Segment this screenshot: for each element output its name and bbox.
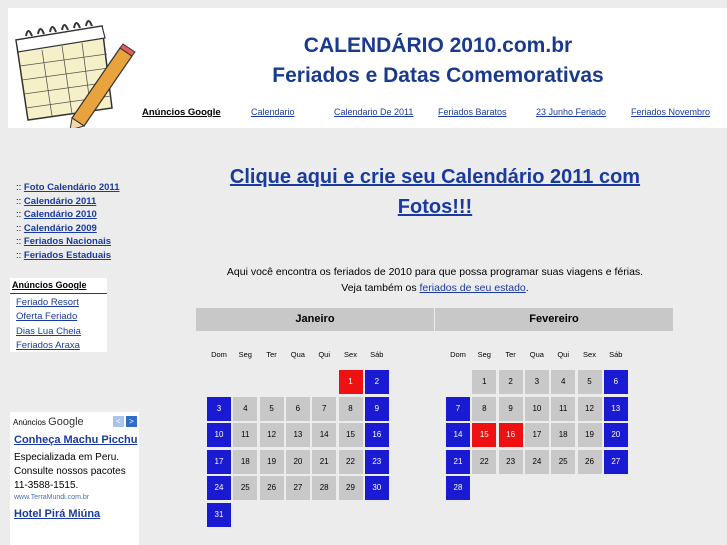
intro-text	[196, 264, 674, 296]
day-cell[interactable]: 30	[365, 476, 389, 500]
ad-title[interactable]: Conheça Machu Picchu	[14, 434, 138, 446]
nav-separator: ::	[16, 236, 22, 247]
day-cell[interactable]: 2	[499, 370, 523, 394]
day-cell[interactable]: 12	[578, 397, 602, 421]
day-cell[interactable]: 27	[286, 476, 310, 500]
ad-box-header[interactable]: Anúncios Google	[12, 280, 87, 290]
day-cell[interactable]: 18	[551, 423, 575, 447]
day-cell[interactable]: 20	[604, 423, 628, 447]
day-cell[interactable]: 2	[365, 370, 389, 394]
ad-box2-header-brand: Google	[48, 416, 84, 428]
day-cell[interactable]: 8	[472, 397, 496, 421]
day-cell[interactable]: 1	[472, 370, 496, 394]
weekday-label: Sáb	[370, 350, 384, 359]
day-cell[interactable]: 4	[233, 397, 257, 421]
intro-line1: Aqui você encontra os feriados de 2010 para que possa programar suas viagens e férias.	[226, 266, 644, 278]
calendar-pencil-logo[interactable]	[8, 8, 138, 128]
day-cell[interactable]: 21	[312, 450, 336, 474]
ad-box-links	[10, 278, 107, 352]
ad-feriados-araxa[interactable]: Feriados Araxa	[16, 339, 80, 351]
day-cell[interactable]: 12	[260, 423, 284, 447]
ad-feriado-resort[interactable]: Feriado Resort	[16, 297, 79, 308]
day-cell[interactable]: 7	[446, 397, 470, 421]
nav-separator: ::	[16, 209, 22, 220]
month-january	[196, 308, 434, 519]
left-navigation	[16, 181, 119, 262]
weekday-label: Ter	[266, 350, 277, 359]
day-cell[interactable]: 24	[525, 450, 549, 474]
day-cell[interactable]: 13	[604, 397, 628, 421]
day-cell[interactable]: 22	[472, 450, 496, 474]
ad-link-23-junho[interactable]: 23 Junho Feriado	[536, 107, 607, 117]
month-header: Fevereiro	[435, 308, 673, 331]
weekday-label: Dom	[450, 350, 466, 359]
day-cell[interactable]: 10	[525, 397, 549, 421]
day-cell[interactable]: 8	[339, 397, 363, 421]
weekday-label: Seg	[477, 350, 491, 359]
day-cell[interactable]: 26	[578, 450, 602, 474]
nav-feriados-estaduais[interactable]: Feriados Estaduais	[23, 249, 112, 261]
day-cell[interactable]: 3	[525, 370, 549, 394]
nav-calendario-2010[interactable]: Calendário 2010	[23, 209, 97, 220]
nav-feriados-nacionais[interactable]: Feriados Nacionais	[23, 236, 112, 247]
ads-google-label[interactable]: Anúncios Google	[142, 107, 221, 118]
ad-link-feriados-baratos[interactable]: Feriados Baratos	[438, 107, 507, 117]
day-cell[interactable]: 6	[286, 397, 310, 421]
day-cell[interactable]: 29	[339, 476, 363, 500]
ad-text: Especializada em Peru. Consulte nossos pacotes 11-3588-1515.	[14, 452, 126, 491]
weekday-label: Sex	[344, 350, 357, 359]
day-cell[interactable]: 10	[207, 423, 231, 447]
promo-link[interactable]: Clique aqui e crie seu Calendário 2011 com Fotos!!!	[229, 166, 641, 218]
nav-separator: ::	[16, 182, 22, 193]
weekday-label: Ter	[505, 350, 516, 359]
ad-link-calendario-2011[interactable]: Calendario De 2011	[334, 107, 414, 117]
day-cell[interactable]: 21	[446, 450, 470, 474]
day-cell[interactable]: 19	[578, 423, 602, 447]
weekday-label: Qua	[290, 350, 305, 359]
ad-link-feriados-novembro[interactable]: Feriados Novembro	[631, 107, 711, 117]
weekday-label: Seg	[238, 350, 252, 359]
day-cell[interactable]: 17	[207, 450, 231, 474]
chevron-left-icon[interactable]: <	[113, 416, 124, 427]
weekday-label: Qui	[318, 350, 331, 359]
day-cell[interactable]: 7	[312, 397, 336, 421]
day-cell[interactable]: 14	[446, 423, 470, 447]
day-cell[interactable]: 25	[551, 450, 575, 474]
ad-box-text	[10, 412, 139, 545]
day-cell[interactable]: 5	[578, 370, 602, 394]
day-cell[interactable]: 11	[233, 423, 257, 447]
day-cell[interactable]: 19	[260, 450, 284, 474]
day-cell[interactable]: 27	[604, 450, 628, 474]
day-cell[interactable]: 5	[260, 397, 284, 421]
day-cell[interactable]: 14	[312, 423, 336, 447]
month-february	[435, 308, 673, 492]
day-cell[interactable]: 25	[233, 476, 257, 500]
site-subtitle[interactable]: Feriados e Datas Comemorativas	[272, 64, 604, 87]
day-cell[interactable]: 16	[365, 423, 389, 447]
intro-suffix: .	[525, 282, 529, 294]
day-cell[interactable]: 28	[312, 476, 336, 500]
intro-line2	[196, 280, 674, 296]
day-cell[interactable]: 15	[339, 423, 363, 447]
day-cell[interactable]: 4	[551, 370, 575, 394]
site-title[interactable]: CALENDÁRIO 2010.com.br	[303, 34, 573, 57]
holiday-day-cell[interactable]: 16	[499, 423, 523, 447]
chevron-right-icon[interactable]: >	[126, 416, 137, 427]
ad2-title[interactable]: Hotel Pirá Miúna	[14, 508, 101, 520]
day-cell[interactable]: 9	[365, 397, 389, 421]
day-cell[interactable]: 17	[525, 423, 549, 447]
ad-box-divider	[10, 293, 107, 294]
weekday-label: Dom	[211, 350, 227, 359]
day-cell[interactable]: 6	[604, 370, 628, 394]
intro-prefix: Veja também os	[341, 282, 417, 294]
ad-oferta-feriado[interactable]: Oferta Feriado	[16, 311, 78, 323]
nav-foto-calendario-2011[interactable]: Foto Calendário 2011	[23, 182, 120, 193]
ad-nav-arrows	[113, 416, 137, 427]
nav-separator: ::	[16, 249, 22, 261]
day-cell[interactable]: 20	[286, 450, 310, 474]
day-cell[interactable]: 3	[207, 397, 231, 421]
day-cell[interactable]: 31	[207, 503, 231, 527]
day-cell[interactable]: 23	[365, 450, 389, 474]
holiday-day-cell[interactable]: 1	[339, 370, 363, 394]
ad-url[interactable]: www.TerraMundi.com.br	[14, 494, 90, 501]
weekday-label: Sex	[583, 350, 596, 359]
nav-calendario-2011[interactable]: Calendário 2011	[23, 195, 97, 207]
day-cell[interactable]: 11	[551, 397, 575, 421]
ad-dias-lua-cheia[interactable]: Dias Lua Cheia	[16, 325, 81, 337]
nav-calendario-2009[interactable]: Calendário 2009	[23, 222, 97, 234]
day-cell[interactable]: 26	[260, 476, 284, 500]
nav-separator: ::	[16, 195, 22, 207]
weekday-row	[196, 350, 434, 362]
day-cell[interactable]: 18	[233, 450, 257, 474]
weekday-row	[435, 350, 673, 362]
ad-box2-header-prefix: Anúncios	[13, 418, 46, 427]
day-cell[interactable]: 28	[446, 476, 470, 500]
weekday-label: Qui	[557, 350, 570, 359]
state-holidays-link[interactable]: feriados de seu estado	[419, 282, 526, 294]
day-cell[interactable]: 22	[339, 450, 363, 474]
day-cell[interactable]: 23	[499, 450, 523, 474]
day-cell[interactable]: 9	[499, 397, 523, 421]
weekday-label: Qua	[529, 350, 544, 359]
nav-separator: ::	[16, 222, 22, 234]
day-cell[interactable]: 13	[286, 423, 310, 447]
holiday-day-cell[interactable]: 15	[472, 423, 496, 447]
weekday-label: Sáb	[609, 350, 623, 359]
day-cell[interactable]: 24	[207, 476, 231, 500]
ad-link-calendario[interactable]: Calendario	[251, 107, 295, 117]
month-header: Janeiro	[196, 308, 434, 331]
